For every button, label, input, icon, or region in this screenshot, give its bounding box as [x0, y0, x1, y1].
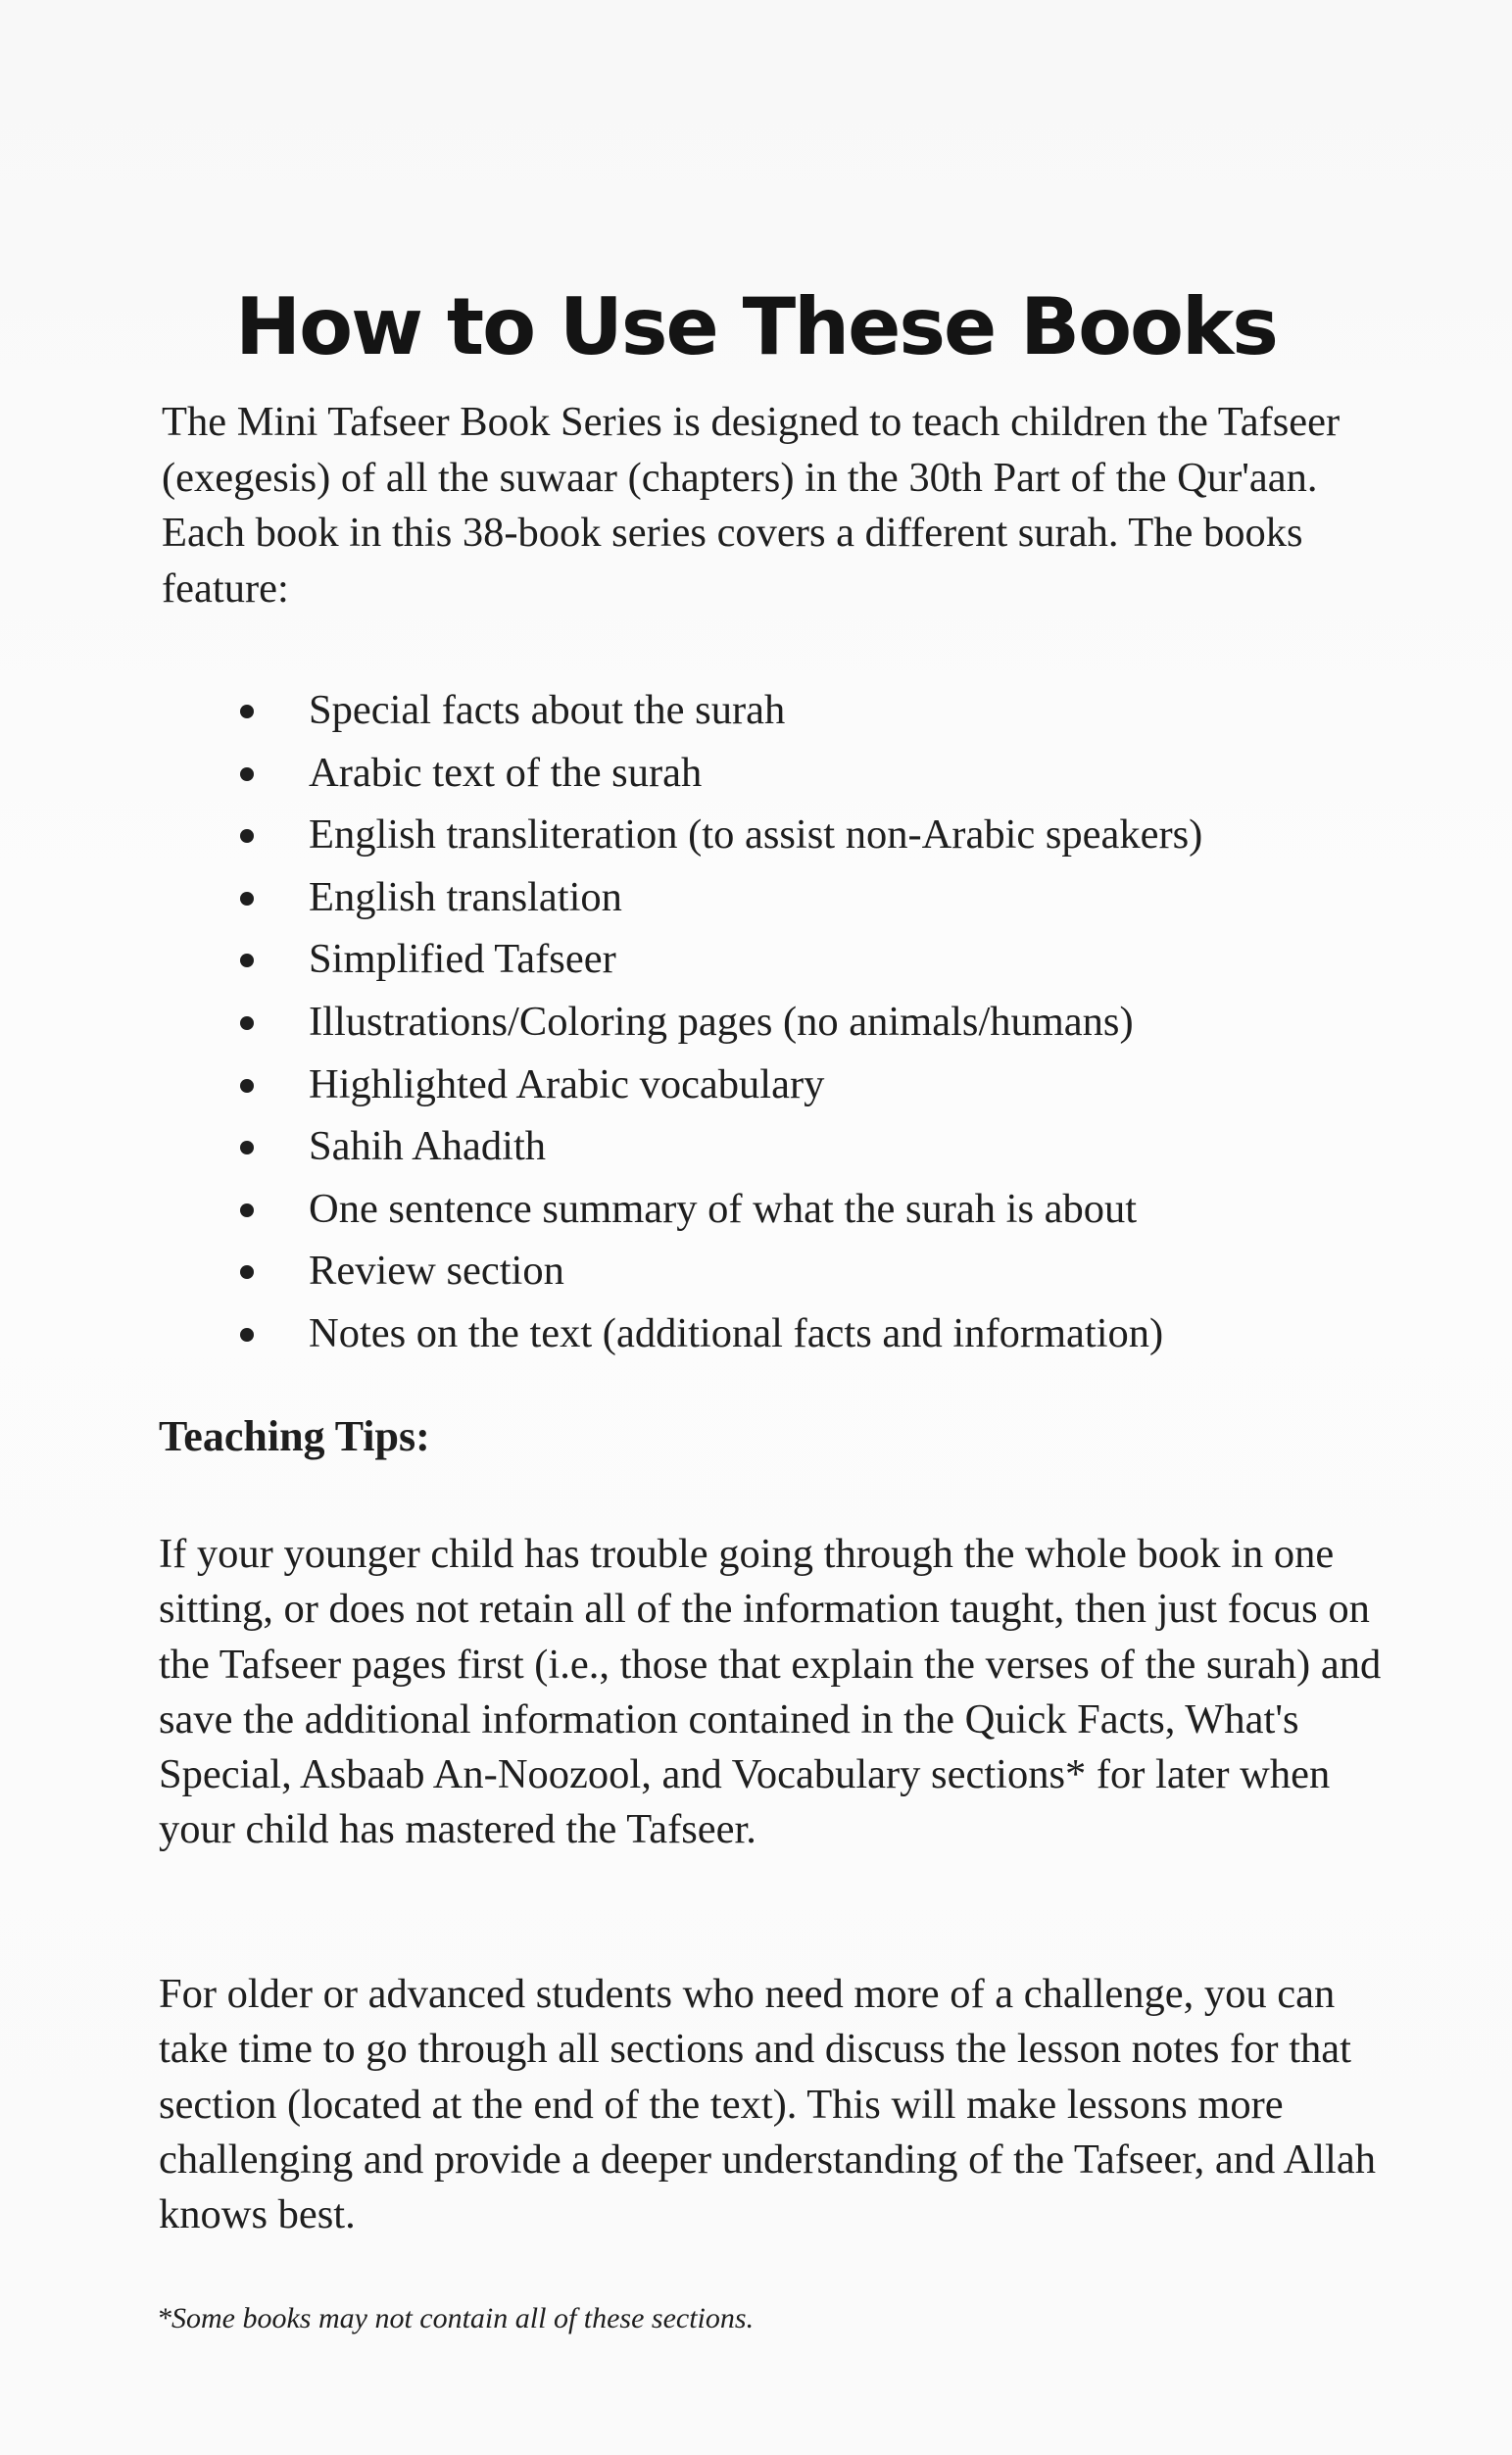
page-title: How to Use These Books: [235, 280, 1277, 372]
feature-item: Simplified Tafseer: [162, 928, 1387, 991]
footnote: *Some books may not contain all of these sections.: [157, 2302, 755, 2334]
feature-item: Highlighted Arabic vocabulary: [162, 1054, 1387, 1116]
feature-item: Special facts about the surah: [162, 679, 1387, 742]
feature-item: Arabic text of the surah: [162, 742, 1387, 805]
feature-item: Sahih Ahadith: [162, 1115, 1387, 1178]
tips-paragraph-older: For older or advanced students who need more of a challenge, you can take time to go through all sections and discuss the lesson notes for that section (located at the end of the text). This will make lessons more challenging and provide a deeper understanding of the Tafseer, and Allah knows best.: [159, 1971, 1376, 2238]
feature-item: One sentence summary of what the surah is about: [162, 1178, 1387, 1241]
feature-item: English translation: [162, 866, 1387, 929]
teaching-tips-heading: Teaching Tips:: [159, 1412, 430, 1460]
feature-list: [162, 679, 1387, 1365]
feature-item: English transliteration (to assist non-Arabic speakers): [162, 804, 1387, 866]
feature-item: Notes on the text (additional facts and information): [162, 1302, 1387, 1365]
feature-item: Illustrations/Coloring pages (no animals/humans): [162, 991, 1387, 1054]
tips-paragraph-younger: If your younger child has trouble going through the whole book in one sitting, or does not retain all of the information taught, then just focus on the Tafseer pages first (i.e., those that explain the verses of the surah) and save the additional information contained in the Quick Facts, What's Special, Asbaab An-Noozool, and Vocabulary sections* for later when your child has mastered the Tafseer.: [159, 1531, 1382, 1853]
feature-item: Review section: [162, 1240, 1387, 1302]
intro-paragraph: The Mini Tafseer Book Series is designed to teach children the Tafseer (exegesis) of all the suwaar (chapters) in the 30th Part of the Qur'aan. Each book in this 38-book series covers a different surah. The books feature:: [162, 399, 1341, 612]
